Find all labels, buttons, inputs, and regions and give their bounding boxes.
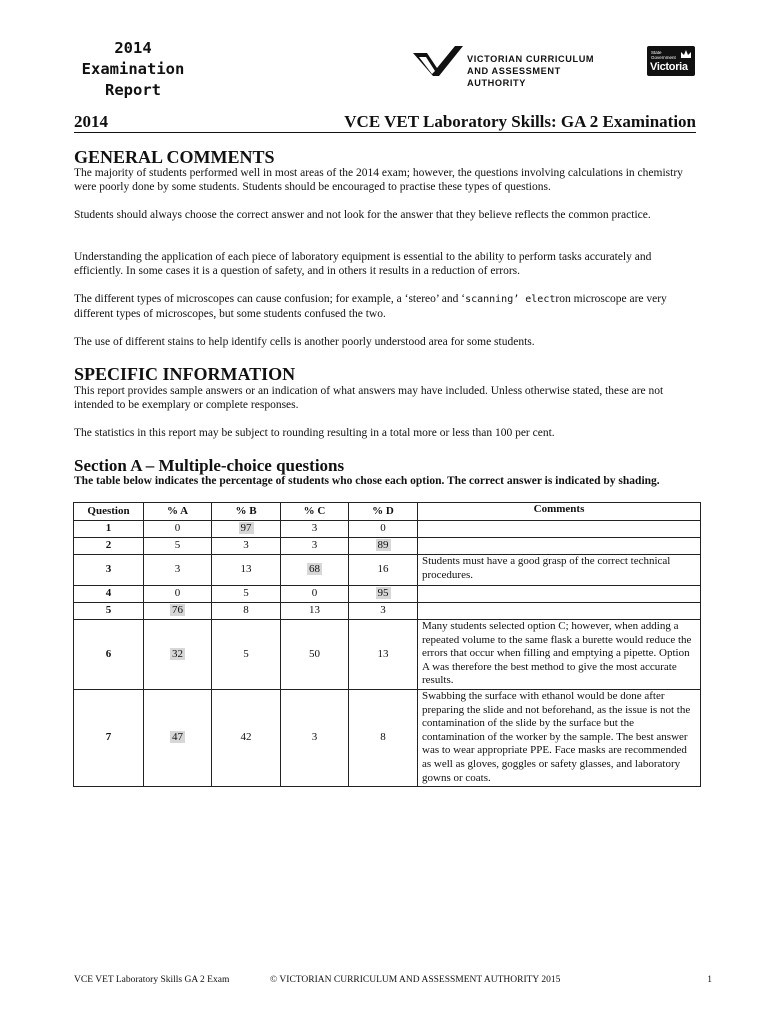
percent-option-d [349, 620, 418, 690]
option-value: 0 [311, 587, 318, 600]
percent-option-d [349, 521, 418, 538]
option-value: 0 [174, 587, 181, 600]
specific-information-heading: SPECIFIC INFORMATION [74, 364, 296, 384]
percent-option-c [281, 620, 349, 690]
correct-answer-value: 76 [172, 604, 183, 617]
report-tag-year: 2014 [114, 39, 152, 57]
correct-answer-value: 47 [172, 731, 183, 744]
percent-option-d [349, 690, 418, 787]
option-value: 3 [311, 522, 318, 535]
percent-option-a [144, 603, 212, 620]
general-paragraph-4-end: ron microscope are very different types of microscopes, but some students confused the two. [74, 293, 667, 320]
percent-option-d [349, 586, 418, 603]
crown-icon [680, 49, 692, 59]
victoria-government-logo [647, 46, 695, 76]
percent-option-c [281, 538, 349, 555]
question-comment: Many students selected option C; however, when adding a repeated volume to the same flask a burette would reduce the errors that occur when filling and emptying a pipette. Option A was therefore the best method to give the most accurate results. [418, 620, 701, 690]
option-value: 13 [309, 604, 320, 617]
section-a-intro: The table below indicates the percentage of students who chose each option. The correct answer is indicated by shading. [74, 475, 660, 487]
question-comment [418, 586, 701, 603]
option-value: 13 [377, 647, 389, 660]
percent-option-b [212, 538, 281, 555]
option-value: 8 [380, 731, 386, 744]
percent-option-c [281, 586, 349, 603]
option-value: 3 [311, 731, 318, 744]
percent-option-c [281, 690, 349, 787]
percent-option-c [281, 521, 349, 538]
correct-answer-value: 32 [172, 647, 183, 660]
general-paragraph-1: The majority of students performed well in most areas of the 2014 exam; however, the questions involving calculations in chemistry were poorly done by some students. Students should be encouraged to practise these types of questions. [74, 167, 683, 193]
general-comments-heading: GENERAL COMMENTS [74, 147, 275, 167]
report-tag [72, 38, 194, 101]
percent-option-a [144, 620, 212, 690]
footer-document-name: VCE VET Laboratory Skills GA 2 Exam [74, 975, 230, 985]
percent-option-a [144, 555, 212, 586]
percent-option-d [349, 603, 418, 620]
vcaa-check-icon [411, 44, 465, 78]
correct-answer-value: 89 [377, 539, 389, 552]
option-value: 3 [243, 539, 249, 552]
page-footer [74, 975, 712, 989]
column-header-b: % B [212, 503, 281, 521]
vcaa-logo-text [467, 53, 611, 89]
question-number: 7 [74, 690, 144, 787]
column-header-c: % C [281, 503, 349, 521]
question-comment [418, 538, 701, 555]
option-value: 0 [174, 522, 181, 535]
vcaa-logo-line1: VICTORIAN CURRICULUM [467, 54, 595, 64]
title-year: 2014 [74, 112, 108, 131]
column-header-comments: Comments [418, 503, 701, 521]
specific-paragraph-1: This report provides sample answers or an indication of what answers may have included. Unless otherwise stated, these are not intended to be exemplary or complete responses. [74, 385, 664, 411]
percent-option-b [212, 555, 281, 586]
option-value: 3 [174, 563, 181, 576]
table-row [74, 620, 701, 690]
table-body [74, 521, 701, 787]
question-number: 4 [74, 586, 144, 603]
general-paragraph-4 [74, 292, 699, 321]
question-number: 6 [74, 620, 144, 690]
percent-option-b [212, 586, 281, 603]
report-tag-line2: Examination [81, 60, 185, 78]
table-header-row [74, 503, 701, 521]
specific-paragraph-2: The statistics in this report may be subject to rounding resulting in a total more or less than 100 per cent. [74, 427, 555, 439]
percent-option-b [212, 620, 281, 690]
general-paragraph-4-mono: scanning’ elect [465, 294, 556, 305]
question-comment [418, 521, 701, 538]
multiple-choice-table [73, 502, 701, 787]
percent-option-b [212, 690, 281, 787]
footer-copyright: © VICTORIAN CURRICULUM AND ASSESSMENT AUTHORITY 2015 [270, 975, 561, 985]
document-title-row [74, 112, 696, 133]
question-comment: Students must have a good grasp of the correct technical procedures. [418, 555, 701, 586]
table-row [74, 521, 701, 538]
general-paragraph-5: The use of different stains to help identify cells is another poorly understood area for some students. [74, 336, 535, 348]
option-value: 5 [243, 587, 249, 600]
option-value: 8 [243, 604, 249, 617]
vcaa-logo-line2: AND ASSESSMENT AUTHORITY [467, 66, 561, 88]
table-row [74, 538, 701, 555]
percent-option-d [349, 538, 418, 555]
section-a-heading: Section A – Multiple-choice questions [74, 456, 345, 475]
general-paragraph-3: Understanding the application of each piece of laboratory equipment is essential to the ability to perform tasks accurately and efficiently. In some cases it is a question of safety, and in others it results in a reduction of errors. [74, 251, 652, 277]
column-header-question: Question [74, 503, 144, 521]
percent-option-a [144, 586, 212, 603]
percent-option-a [144, 690, 212, 787]
vic-logo-name: Victoria [650, 61, 688, 73]
option-value: 16 [377, 563, 389, 576]
percent-option-b [212, 521, 281, 538]
table-row [74, 603, 701, 620]
general-paragraph-2: Students should always choose the correct answer and not look for the answer that they believe reflects the common practice. [74, 209, 651, 221]
table-row [74, 586, 701, 603]
option-value: 5 [174, 539, 181, 552]
option-value: 42 [240, 731, 252, 744]
option-value: 5 [243, 647, 249, 660]
question-comment: Swabbing the surface with ethanol would be done after preparing the slide and not beforehand, as the issue is not the contamination of the slide by the surface but the contamination of the worker by the sample. The best answer was to wear appropriate PPE. Face masks are recommended as well as gloves, goggles or safety glasses, and laboratory gowns or coats. [418, 690, 701, 787]
percent-option-b [212, 603, 281, 620]
option-value: 3 [311, 539, 318, 552]
table-row [74, 555, 701, 586]
percent-option-c [281, 603, 349, 620]
percent-option-a [144, 521, 212, 538]
correct-answer-value: 68 [309, 563, 320, 576]
percent-option-a [144, 538, 212, 555]
general-paragraph-4-start: The different types of microscopes can cause confusion; for example, a ‘stereo’ and ‘ [74, 293, 466, 305]
correct-answer-value: 97 [240, 522, 252, 535]
percent-option-c [281, 555, 349, 586]
vic-logo-small-text [651, 50, 676, 60]
table-row [74, 690, 701, 787]
question-comment [418, 603, 701, 620]
option-value: 50 [309, 647, 320, 660]
vcaa-logo [411, 44, 611, 88]
question-number: 1 [74, 521, 144, 538]
report-tag-line3: Report [105, 81, 161, 99]
column-header-d: % D [349, 503, 418, 521]
option-value: 13 [240, 563, 252, 576]
footer-page-number: 1 [707, 975, 712, 985]
percent-option-d [349, 555, 418, 586]
vic-logo-government: Government [651, 55, 676, 60]
option-value: 0 [380, 522, 386, 535]
column-header-a: % A [144, 503, 212, 521]
question-number: 2 [74, 538, 144, 555]
vic-logo-state: State [651, 50, 662, 55]
document-title: VCE VET Laboratory Skills: GA 2 Examination [344, 112, 696, 131]
option-value: 3 [380, 604, 386, 617]
question-number: 5 [74, 603, 144, 620]
question-number: 3 [74, 555, 144, 586]
correct-answer-value: 95 [377, 587, 389, 600]
